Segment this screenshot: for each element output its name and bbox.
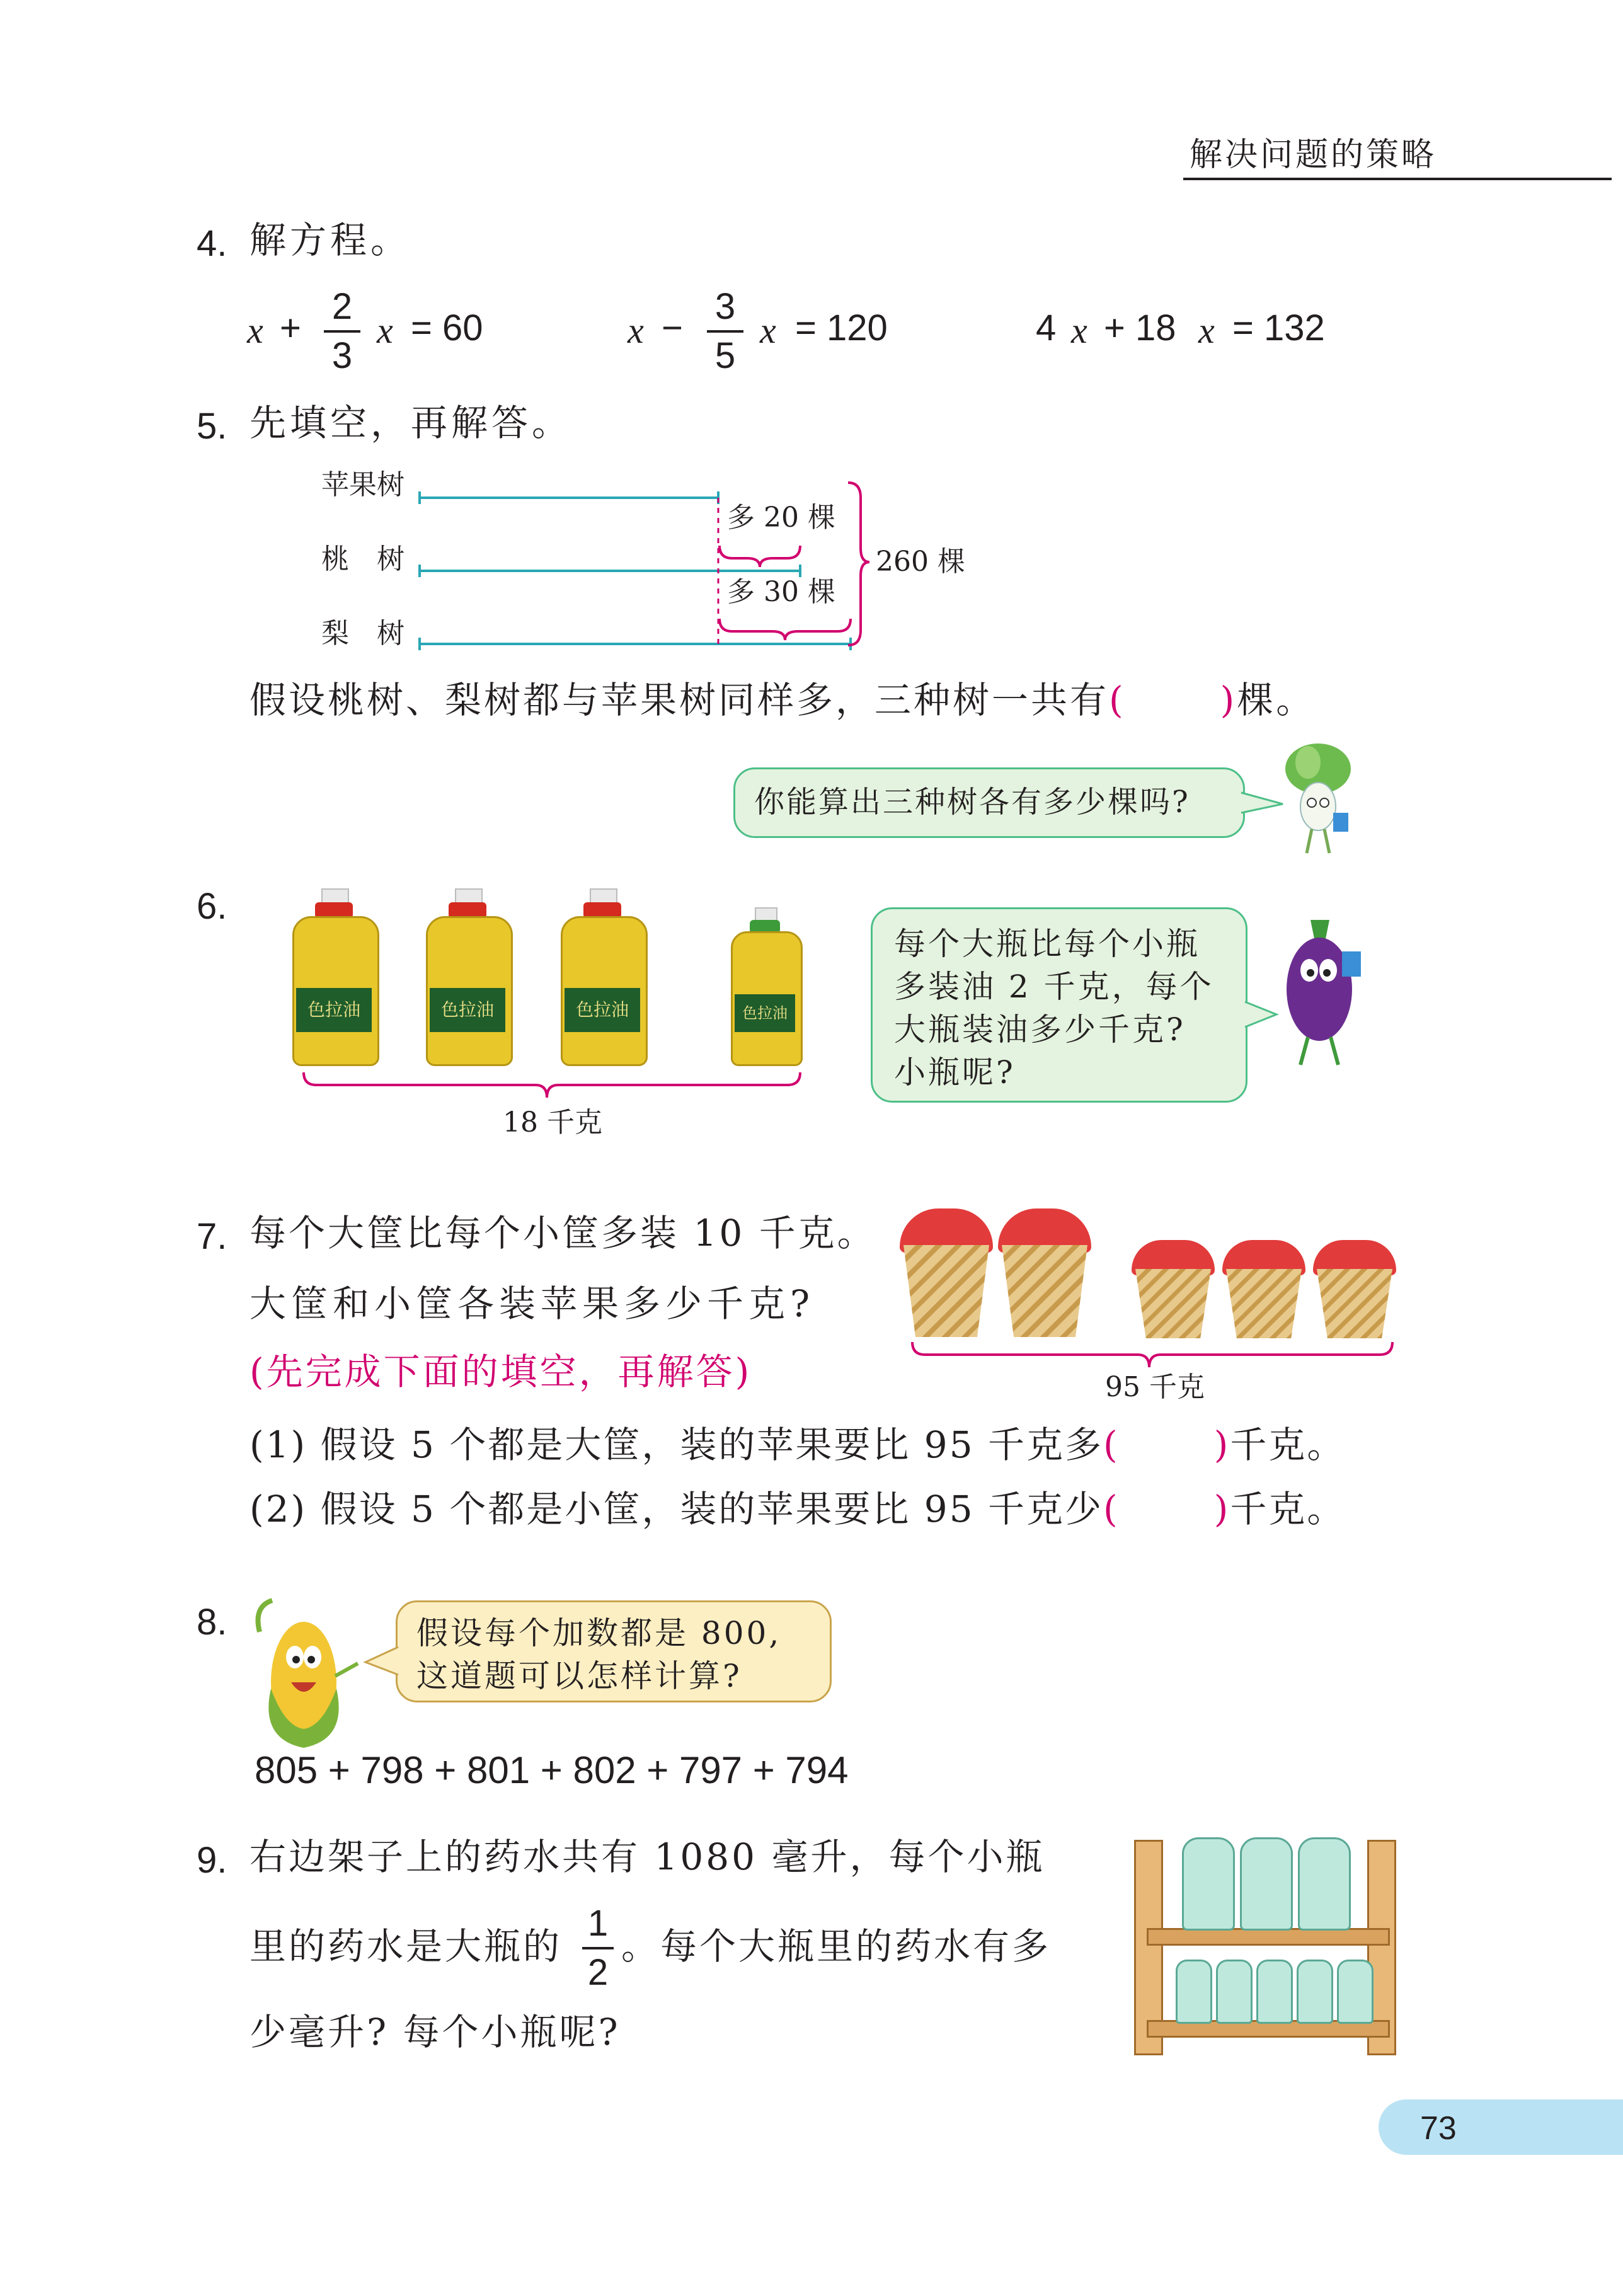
large-medicine-bottle bbox=[1240, 1837, 1293, 1931]
q4-title: 解方程。 bbox=[249, 219, 411, 261]
q8-number: 8. bbox=[197, 1602, 227, 1643]
eq1-var: x bbox=[247, 310, 263, 351]
q7-part-1-text: (1) 假设 5 个都是大筐，装的苹果要比 95 千克多 bbox=[249, 1423, 1104, 1466]
small-medicine-bottle bbox=[1297, 1960, 1333, 2024]
label-peach-tree: 桃 树 bbox=[321, 543, 404, 575]
apple-total-label: 95 千克 bbox=[1105, 1371, 1205, 1403]
q9-denominator: 2 bbox=[587, 1952, 609, 1993]
q6-bubble-line-4: 小瓶呢? bbox=[894, 1054, 1016, 1091]
q5-number: 5. bbox=[197, 406, 227, 447]
q9-numerator: 1 bbox=[587, 1903, 609, 1944]
q5-sentence-text: 假设桃树、梨树都与苹果树同样多，三种树一共有 bbox=[249, 679, 1110, 721]
q4-number: 4. bbox=[197, 223, 227, 264]
q7-part-1-end: 千克。 bbox=[1230, 1423, 1346, 1466]
q7-part-1-open: ( bbox=[1103, 1423, 1120, 1466]
label-apple-tree: 苹果树 bbox=[321, 469, 404, 501]
q7-number: 7. bbox=[197, 1216, 227, 1257]
q9-fraction bbox=[582, 1905, 614, 1991]
q6-bubble-line-2: 多装油 2 千克，每个 bbox=[894, 968, 1214, 1005]
q7-hint: (先完成下面的填空，再解答) bbox=[249, 1350, 752, 1393]
eq3-rhs: = 132 bbox=[1232, 307, 1325, 348]
section-title: 解决问题的策略 bbox=[1190, 136, 1437, 174]
q7-part-1 bbox=[249, 1423, 1346, 1466]
medicine-shelf bbox=[1134, 1834, 1399, 2054]
bubble-tail bbox=[362, 1643, 399, 1681]
eq2-var: x bbox=[628, 310, 644, 351]
q7-part-2-close: ) bbox=[1213, 1488, 1230, 1530]
bottle-label: 色拉油 bbox=[296, 988, 372, 1032]
eq1-numerator: 2 bbox=[331, 286, 353, 327]
small-medicine-bottle bbox=[1216, 1960, 1253, 2024]
q7-part-2-open: ( bbox=[1103, 1488, 1120, 1530]
corn-character-icon bbox=[247, 1594, 367, 1752]
small-medicine-bottle bbox=[1337, 1960, 1374, 2024]
q9-line-2-end: 。每个大瓶里的药水有多 bbox=[621, 1925, 1052, 1968]
q8-bubble-line-1: 假设每个加数都是 800, bbox=[416, 1615, 782, 1651]
bottle-label: 色拉油 bbox=[735, 994, 795, 1032]
q6-number: 6. bbox=[197, 886, 227, 927]
q9-line-2-start: 里的药水是大瓶的 bbox=[249, 1925, 563, 1968]
q6-bubble-line-3: 大瓶装油多少千克? bbox=[894, 1011, 1186, 1048]
eq3-var2: x bbox=[1198, 310, 1215, 351]
eq3-mid: + 18 bbox=[1104, 307, 1176, 348]
q5-blank-open: ( bbox=[1109, 679, 1126, 721]
eq3-var1: x bbox=[1071, 310, 1087, 351]
q8-speech-bubble bbox=[396, 1600, 832, 1702]
q7-line-1: 每个大筐比每个小筐多装 10 千克。 bbox=[249, 1212, 876, 1254]
eq1-denominator: 3 bbox=[331, 335, 353, 376]
eq1-rhs: = 60 bbox=[411, 307, 483, 348]
eq1-plus: + bbox=[280, 307, 301, 348]
page-number-tab bbox=[1379, 2099, 1623, 2155]
label-pear-tree: 梨 树 bbox=[321, 617, 404, 650]
oil-total-label: 18 千克 bbox=[503, 1106, 602, 1139]
large-medicine-bottle bbox=[1298, 1837, 1351, 1931]
q8-bubble-line-2: 这道题可以怎样计算? bbox=[416, 1658, 742, 1694]
eq2-denominator: 5 bbox=[714, 335, 736, 376]
q5-bubble-text: 你能算出三种树各有多少棵吗? bbox=[754, 784, 1190, 820]
eq3-coef: 4 bbox=[1036, 307, 1057, 348]
q7-line-2: 大筐和小筐各装苹果多少千克? bbox=[249, 1282, 815, 1325]
addition-expression: 805 + 798 + 801 + 802 + 797 + 794 bbox=[255, 1749, 849, 1791]
eq2-numerator: 3 bbox=[714, 286, 736, 327]
q5-title: 先填空，再解答。 bbox=[249, 401, 573, 444]
q9-number: 9. bbox=[197, 1840, 227, 1881]
q7-part-2-text: (2) 假设 5 个都是小筐，装的苹果要比 95 千克少 bbox=[249, 1488, 1104, 1530]
total-trees-label: 260 棵 bbox=[876, 546, 965, 578]
q6-bubble-line-1: 每个大瓶比每个小瓶 bbox=[894, 926, 1200, 962]
eq2-rhs: = 120 bbox=[795, 307, 888, 348]
page-number: 73 bbox=[1420, 2110, 1457, 2147]
large-medicine-bottle bbox=[1182, 1837, 1235, 1931]
eq2-var2: x bbox=[760, 310, 776, 351]
q5-blank-close: ) bbox=[1220, 679, 1237, 721]
more-30-label: 多 30 棵 bbox=[727, 576, 835, 608]
q7-part-2-end: 千克。 bbox=[1230, 1488, 1346, 1530]
bottle-label: 色拉油 bbox=[565, 988, 640, 1032]
bottle-label: 色拉油 bbox=[430, 988, 505, 1032]
small-medicine-bottle bbox=[1256, 1960, 1293, 2024]
eq1-var2: x bbox=[377, 310, 393, 351]
eq2-minus: − bbox=[662, 307, 683, 348]
q9-line-3: 少毫升? 每个小瓶呢? bbox=[249, 2011, 621, 2053]
q5-sentence-end: 棵。 bbox=[1237, 679, 1316, 721]
more-20-label: 多 20 棵 bbox=[727, 502, 835, 534]
q7-part-2 bbox=[249, 1488, 1346, 1530]
q7-part-1-close: ) bbox=[1213, 1423, 1230, 1466]
small-medicine-bottle bbox=[1176, 1960, 1212, 2024]
q9-line-1: 右边架子上的药水共有 1080 毫升，每个小瓶 bbox=[249, 1835, 1045, 1878]
